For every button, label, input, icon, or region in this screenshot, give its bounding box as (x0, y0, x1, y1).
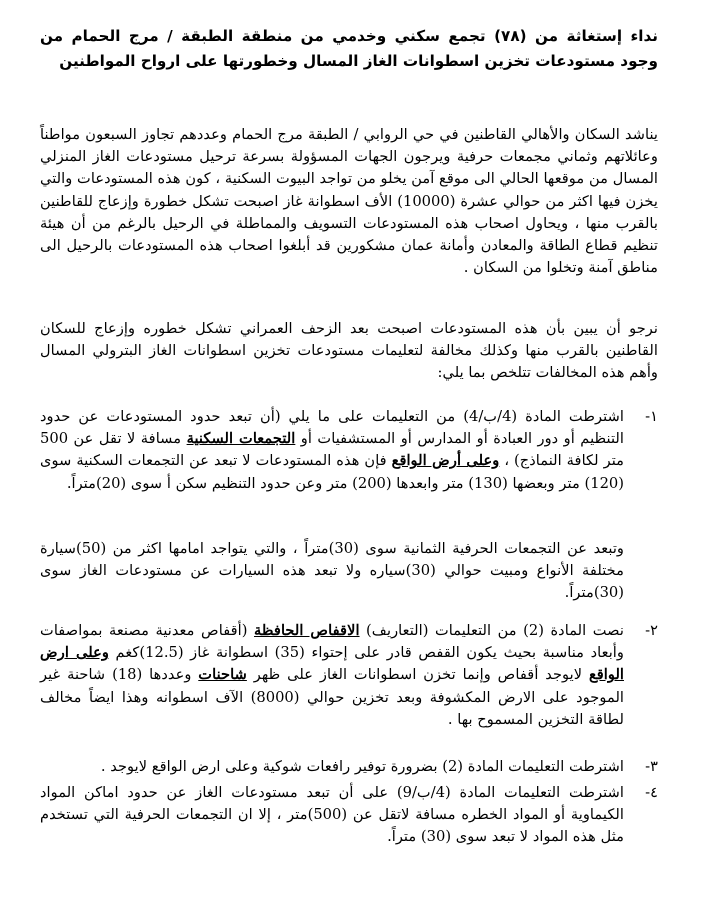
violation-item-4 (40, 782, 658, 849)
item-number: ٣- (645, 758, 658, 775)
item-text: اشترطت التعليمات المادة (2) بضرورة توفير رافعات شوكية وعلى ارض الواقع لايوجد . (100, 758, 624, 775)
intro-paragraph: يناشد السكان والأهالي القاطنين في حي الروابي / الطبقة مرج الحمام وعددهم تجاوز السبعون مواطناً وعائلاتهم وثماني مجمعات حرفية ويرجون الجهات المسؤولة بسرعة ترحيل مستودعات الغاز المنزلي المسال من موقعها الحالي الى موقع آمن يخلو من تواجد البيوت السكنية ، كون هذه المستودعات والتي يخزن فيها اكثر من حوالي عشرة (10000) الأف اسطوانة غاز اصبحت تشكل خطورة وإزعاج للقاطنين بالقرب منها ، ويحاول اصحاب هذه المستودعات التسويف والمماطلة في الرحيل بالرغم من أن هيئة تنظيم قطاع الطاقة والمعادن وأمانة عمان مشكورين قد أبلغوا اصحاب هذه المستودعات بالرحيل الى مناطق آمنة وتخلوا من السكان . (40, 126, 658, 277)
emphasis-trucks: شاحنات (198, 666, 247, 684)
item-number: ٢- (645, 622, 658, 639)
emphasis-safety-cages: الاقفاص الحافظة (254, 622, 360, 639)
document-title: نداء إستغاثة من (٧٨) تجمع سكني وخدمي من منطقة الطبقة / مرج الحمام من وجود مستودعات تخزين اسطوانات الغاز المسال وخطورتها على ارواح المواطنين (40, 27, 658, 70)
request-paragraph: نرجو أن يبين بأن هذه المستودعات اصبحت بعد الزحف العمراني تشكل خطوره وإزعاج للسكان القاطنين بالقرب منها وكذلك مخالفة لتعليمات مستودعات تخزين اسطوانات الغاز البترولي المسال وأهم هذه المخالفات تتلخص بما يلي: (40, 320, 658, 382)
violation-item-3 (40, 756, 658, 778)
violation-item-2 (40, 620, 658, 731)
emphasis-on-the-ground: وعلى أرض الواقع (391, 452, 500, 470)
item-text: اشترطت التعليمات المادة (4/ب/9) على أن تبعد مستودعات الغاز عن حدود اماكن المواد الكيماوية أو المواد الخطره مسافة لاتقل عن (500)متر ، إلا ان التجمعات الحرفية التي تستخدم مثل هذه المواد لا تبعد سوى (30) متراً. (40, 784, 624, 846)
emphasis-residential-areas: التجمعات السكنية (186, 430, 296, 448)
violation-item-1 (40, 406, 658, 495)
emphasis-on-the-ground: وعلى ارض الواقع (40, 644, 624, 684)
item-1-continuation: وتبعد عن التجمعات الحرفية الثمانية سوى (30)متراً ، والتي يتواجد امامها اكثر من (50)سيارة مختلفة الأنواع ومبيت حوالي (30)سياره ولا تبعد هذه السيارات عن مستودعات الغاز سوى (30)متراً. (40, 540, 624, 602)
item-number: ٤- (645, 784, 658, 801)
item-text: نصت المادة (2) من التعليمات (التعاريف) الاقفاص الحافظة (أقفاص معدنية مصنعة بمواصفات وأبعاد مناسبة بحيث يكون القفص قادر على إحتواء (35) اسطوانة غاز (12.5)كغم وعلى ارض الواقع لايوجد أقفاص وإنما تخزن اسطوانات الغاز على ظهر شاحنات وعددها (18) شاحنة غير الموجود على الارض المكشوفة وبعد تخزين حوالي (8000) الآف اسطوانه وهذا ايضاً مخالف لطاقة التخزين المسموح بها . (40, 622, 624, 728)
item-number: ١- (645, 408, 658, 425)
item-text: اشترطت المادة (4/ب/4) من التعليمات على ما يلي (أن تبعد حدود المستودعات عن حدود التنظيم أو دور العبادة أو المدارس أو المستشفيات أو التجمعات السكنية مسافة لا تقل عن 500 متر لكافة النماذج) ، وعلى أرض الواقع فإن هذه المستودعات لا تبعد عن التجمعات السكنية سوى (120) متر وبعضها (130) متر وابعدها (200) متر وعن حدود التنظيم سكن أ سوى (20)متراً. (40, 408, 624, 492)
